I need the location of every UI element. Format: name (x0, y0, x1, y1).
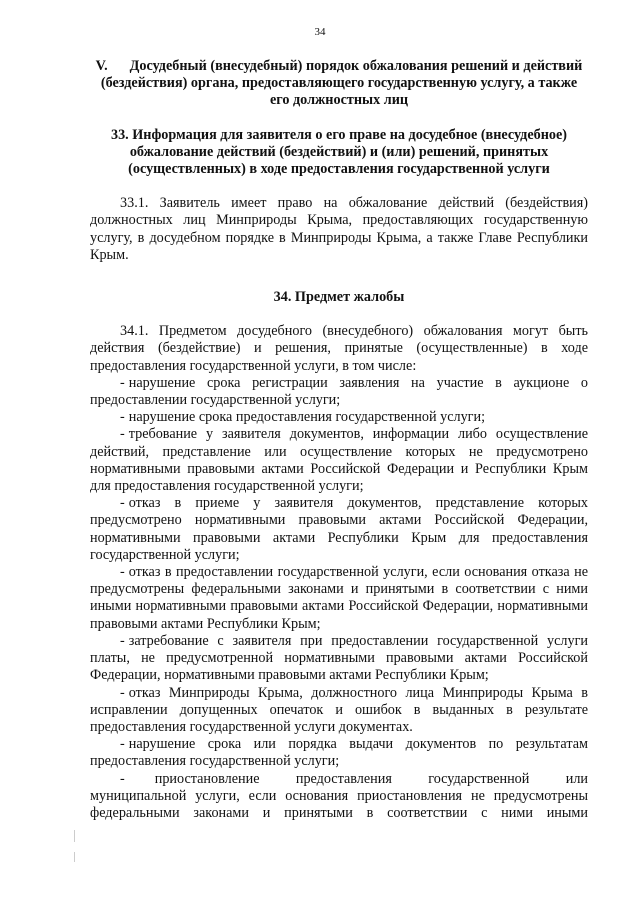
list-item-text: отказ Минприроды Крыма, должностного лица Минприроды Крыма в исправлении допущенных опечаток и ошибок в выданных в результате предоставления государственной услуги документах. (90, 684, 588, 735)
list-item (90, 633, 588, 685)
list-item (90, 564, 588, 633)
section-title: Досудебный (внесудебный) порядок обжалования решений и действий (бездействия) органа, предоставляющего государственную услугу, а также его должностных лиц (100, 58, 583, 109)
list-dash: - (120, 374, 125, 391)
list-dash: - (120, 632, 125, 649)
document-body (90, 58, 588, 822)
scan-edge-mark (74, 830, 75, 842)
scan-edge-mark (74, 852, 75, 862)
section-heading (90, 58, 588, 110)
paragraph-33-1: 33.1. Заявитель имеет право на обжалование действий (бездействия) должностных лиц Минприроды Крыма, предоставляющих государственную услугу, в досудебном порядке в Минприроды Крыма, а также Главе Республики Крым. (90, 195, 588, 263)
section-roman-numeral: V. (95, 58, 108, 74)
list-item (90, 426, 588, 495)
subsection-33-heading: 33. Информация для заявителя о его праве на досудебное (внесудебное) обжалование действий (бездействий) и (или) решений, принятых (осуществленных) в ходе предоставления государственной услуги (110, 126, 568, 178)
list-dash: - (120, 564, 125, 581)
list-dash: - (120, 770, 125, 787)
list-item-text: отказ в предоставлении государственной услуги, если основания отказа не предусмотрены федеральными законами и принятыми в соответствии с ними иными нормативными правовыми актами Российской Федерации, нормативными правовыми актами Республики Крым; (90, 564, 588, 632)
list-item (90, 409, 588, 426)
list-item-text: нарушение срока регистрации заявления на участие в аукционе о предоставлении государственной услуги; (90, 374, 588, 409)
list-item-text: нарушение срока предоставления государственной услуги; (128, 409, 486, 426)
list-item-last (90, 771, 588, 788)
list-item (90, 736, 588, 770)
list-dash: - (120, 736, 125, 753)
list-item-text: приостановление предоставления государственной или (154, 770, 588, 787)
list-dash: - (120, 495, 125, 512)
page-number: 34 (314, 26, 326, 38)
list-item (90, 685, 588, 737)
list-dash: - (120, 426, 125, 443)
list-item-last-continuation: федеральными законами и принятыми в соответствии с ними иными (90, 804, 588, 821)
list-item-text: отказ в приеме у заявителя документов, представление которых предусмотрено нормативными правовыми актами Российской Федерации, нормативными правовыми актами Республики Крым для предоставления государственной услуги; (90, 495, 588, 563)
paragraph-34-1-intro: 34.1. Предметом досудебного (внесудебного) обжалования могут быть действия (бездействие) и решения, принятые (осуществленные) в ходе предоставления государственной услуги, в том числе: (90, 323, 588, 374)
list-item-text: требование у заявителя документов, информации либо осуществление действий, представление или осуществление которых не предусмотрено нормативными правовыми актами Российской Федерации и Республики Крым для предоставления государственной услуги; (90, 426, 588, 495)
list-item (90, 375, 588, 409)
list-dash: - (120, 409, 125, 426)
list-item (90, 495, 588, 564)
list-item-last-continuation: муниципальной услуги, если основания приостановления не предусмотрены (90, 787, 588, 804)
list-item-text: нарушение срока или порядка выдачи документов по результатам предоставления государственной услуги; (90, 736, 588, 770)
list-item-text: затребование с заявителя при предоставлении государственной услуги платы, не предусмотренной нормативными правовыми актами Российской Федерации, нормативными правовыми актами Республики Крым; (90, 632, 588, 684)
subsection-34-heading: 34. Предмет жалобы (273, 289, 405, 306)
list-dash: - (120, 684, 125, 701)
